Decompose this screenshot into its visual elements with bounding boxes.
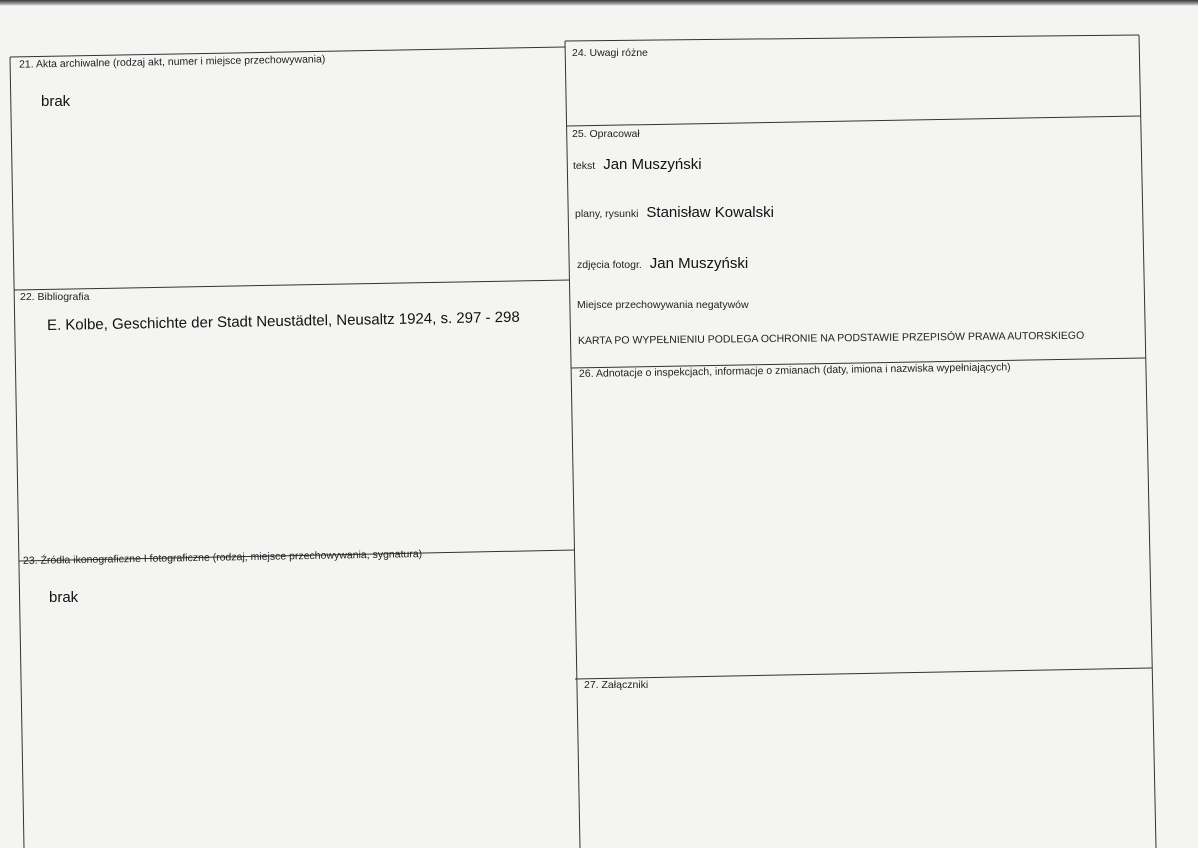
copyright-notice: KARTA PO WYPEŁNIENIU PODLEGA OCHRONIE NA PODSTAWIE PRZEPISÓW PRAWA AUTORSKIEGO [577, 329, 1085, 347]
drawings-author-label: plany, rysunki [575, 208, 639, 220]
text-author-label: tekst [573, 160, 596, 172]
photos-author-row [577, 255, 748, 272]
section-21-label: 21. Akta archiwalne (rodzaj akt, numer i miejsce przechowywania) [18, 53, 326, 71]
text-author-row [573, 156, 702, 173]
section-22-label: 22. Bibliografia [20, 291, 90, 303]
section-22-value: E. Kolbe, Geschichte der Stadt Neustädtel, Neusaltz 1924, s. 297 - 298 [46, 308, 520, 334]
drawings-author-row [575, 204, 774, 221]
photos-author-label: zdjęcia fotogr. [577, 259, 642, 271]
section-27-label: 27. Załączniki [584, 679, 649, 691]
section-26-label: 26. Adnotacje o inspekcjach, informacje o zmianach (daty, imiona i nazwiska wypełniających) [578, 361, 1011, 380]
section-23-value: brak [49, 589, 79, 606]
section-25-label: 25. Opracował [572, 128, 640, 140]
section-24-label: 24. Uwagi różne [572, 47, 648, 59]
negatives-location-label: Miejsce przechowywania negatywów [577, 299, 749, 311]
section-23-label: 23. Źródła ikonograficzne I fotograficzne (rodzaj, miejsce przechowywania, sygnatura) [22, 548, 423, 567]
drawings-author-value: Stanisław Kowalski [646, 204, 774, 221]
section-21-value: brak [41, 93, 71, 110]
photos-author-value: Jan Muszyński [649, 255, 749, 272]
record-card-page [0, 6, 1198, 848]
text-author-value: Jan Muszyński [603, 156, 702, 173]
